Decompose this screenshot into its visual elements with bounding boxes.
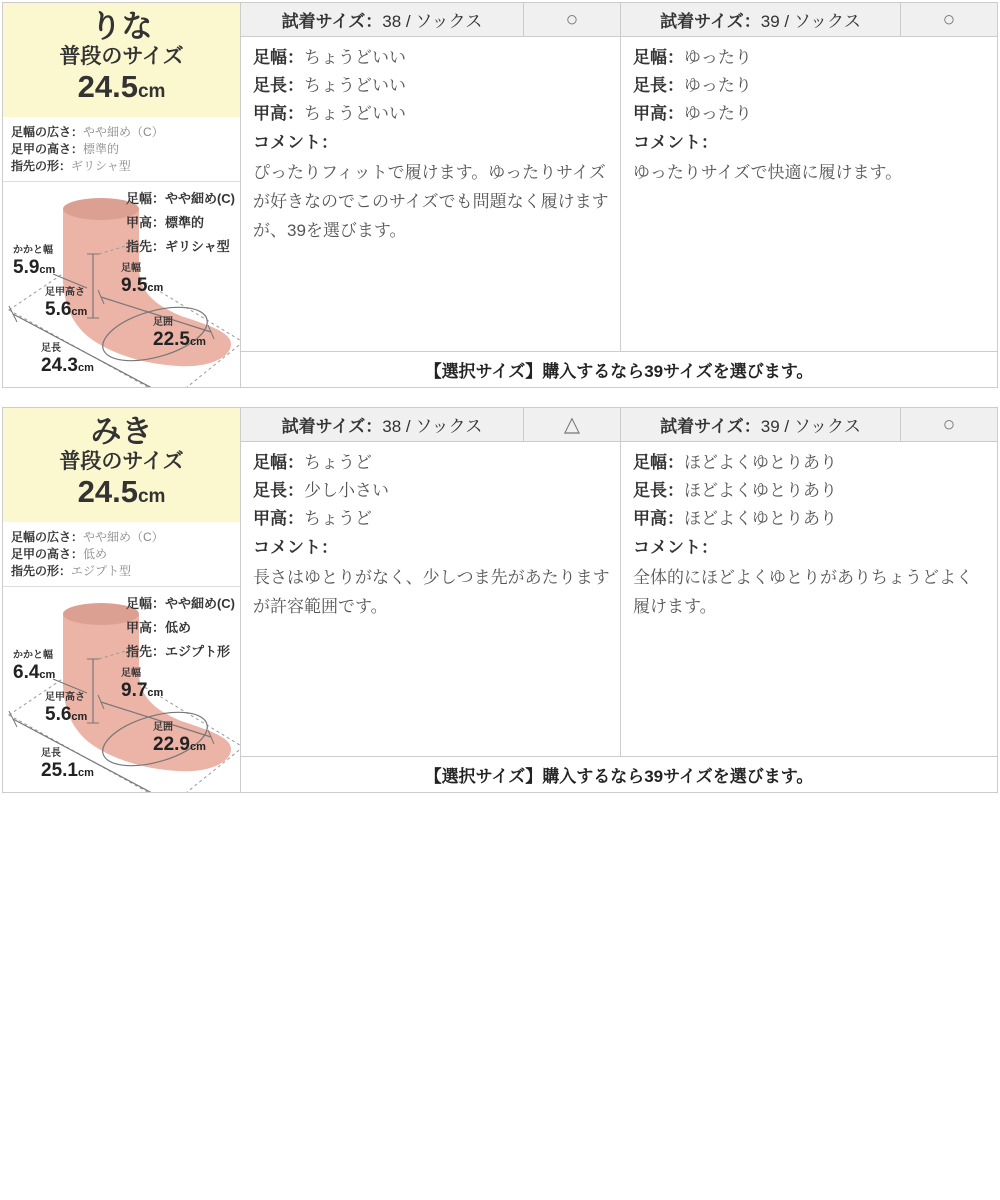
trait-row <box>11 563 234 580</box>
measurement-foot-length <box>41 342 94 379</box>
measurement-unit: cm <box>189 741 206 753</box>
measurement-label: 足幅 <box>121 263 141 274</box>
trial-size-title <box>241 408 523 441</box>
trait-label: 足甲の高さ： <box>11 142 84 156</box>
trait-value: 標準的 <box>83 142 120 156</box>
fit-row <box>253 505 610 533</box>
fit-label: 足長： <box>253 76 304 95</box>
measurement-label: 足囲 <box>153 722 173 733</box>
measurement-number: 25.1 <box>41 760 78 781</box>
measurement-number: 9.5 <box>121 275 148 296</box>
comment-text: ゆったりサイズで快適に履けます。 <box>633 163 903 182</box>
spec-line: 足幅：やや細め(C) <box>125 191 235 206</box>
fit-value: ちょうど <box>304 453 372 472</box>
measurement-foot-girth <box>153 316 206 353</box>
measurement-label: 足囲 <box>153 317 173 328</box>
measurement-number: 5.9 <box>13 257 40 278</box>
reviewer-name-box <box>3 408 240 522</box>
fit-row <box>633 477 987 505</box>
rating-symbol: ○ <box>900 408 997 441</box>
measurement-value <box>45 704 87 728</box>
reviewer-name: りな <box>90 9 153 44</box>
comment-text: 全体的にほどよくゆとりがありちょうどよく履けます。 <box>633 568 973 616</box>
fit-label: 甲高： <box>633 509 684 528</box>
fit-value: ちょうどいい <box>304 104 406 123</box>
spec-line: 甲高：標準的 <box>125 215 204 230</box>
measurement-value <box>41 355 94 379</box>
trial-size-label: 試着サイズ： <box>281 417 383 436</box>
trial-size-value: 39 / ソックス <box>760 12 861 31</box>
fit-label: 足長： <box>253 481 304 500</box>
trait-value: やや細め（C） <box>83 125 164 139</box>
spec-line: 指先：ギリシャ型 <box>125 239 230 254</box>
trial-body <box>621 37 997 351</box>
comment-label: コメント： <box>633 133 718 152</box>
trial-size-label: 試着サイズ： <box>660 12 761 31</box>
fit-value: ちょうど <box>304 509 372 528</box>
measurement-unit: cm <box>39 669 56 681</box>
trait-label: 足幅の広さ： <box>11 530 84 544</box>
trial-body <box>241 442 620 756</box>
trial-header <box>621 3 997 37</box>
usual-size-unit: cm <box>137 81 166 102</box>
measurement-foot-width <box>121 667 163 704</box>
fit-value: ゆったり <box>684 48 752 67</box>
measurement-number: 22.5 <box>153 329 190 350</box>
measurement-heel-width <box>13 649 55 686</box>
trial-size-title <box>621 408 900 441</box>
selected-size-banner: 【選択サイズ】購入するなら39サイズを選びます。 <box>241 756 997 792</box>
reviewer-panel <box>3 3 241 387</box>
trial-size-value: 39 / ソックス <box>760 417 861 436</box>
measurement-number: 5.6 <box>45 299 72 320</box>
trial-size-value: 38 / ソックス <box>382 417 483 436</box>
measurement-label: かかと幅 <box>13 650 53 661</box>
fit-row <box>253 449 610 477</box>
fit-label: 足幅： <box>633 453 684 472</box>
fit-row <box>253 44 610 72</box>
fit-label: 足幅： <box>253 48 304 67</box>
measurement-unit: cm <box>189 336 206 348</box>
measurement-foot-girth <box>153 721 206 758</box>
fit-label: 足幅： <box>633 48 684 67</box>
rating-symbol: ○ <box>523 3 620 36</box>
trial-column-size-39 <box>621 3 997 351</box>
measurement-unit: cm <box>71 306 88 318</box>
usual-size-unit: cm <box>137 486 166 507</box>
measurement-instep-height <box>45 286 87 323</box>
measurement-value <box>121 275 163 299</box>
measurement-unit: cm <box>77 362 94 374</box>
usual-size-value <box>7 475 236 514</box>
spec-line: 指先：エジプト形 <box>125 644 230 659</box>
foot-traits <box>3 117 240 182</box>
trait-row <box>11 124 234 141</box>
fit-value: ちょうどいい <box>304 76 406 95</box>
trait-value: エジプト型 <box>71 564 132 578</box>
measurement-label: 足甲高さ <box>45 692 85 703</box>
usual-size-label: 普段のサイズ <box>59 450 184 473</box>
reviewer-name: みき <box>90 414 153 449</box>
spec-line: 足幅：やや細め(C) <box>125 596 235 611</box>
measurement-value <box>13 257 55 281</box>
usual-size-label: 普段のサイズ <box>59 45 184 68</box>
measurement-unit: cm <box>71 711 88 723</box>
fit-row <box>253 100 610 128</box>
trial-size-label: 試着サイズ： <box>281 12 383 31</box>
trial-size-label: 試着サイズ： <box>660 417 761 436</box>
trial-header <box>241 3 620 37</box>
trait-label: 指先の形： <box>11 159 72 173</box>
trial-column-size-38 <box>241 3 621 351</box>
measurement-foot-length <box>41 747 94 784</box>
selected-size-banner: 【選択サイズ】購入するなら39サイズを選びます。 <box>241 351 997 387</box>
measurement-label: 足長 <box>41 343 61 354</box>
comment-label: コメント： <box>633 538 718 557</box>
measurement-instep-height <box>45 691 87 728</box>
fit-row <box>253 72 610 100</box>
measurement-value <box>121 680 163 704</box>
measurement-unit: cm <box>147 687 164 699</box>
fit-row <box>633 100 987 128</box>
measurement-number: 24.3 <box>41 355 78 376</box>
measurement-value <box>153 329 206 353</box>
rating-symbol: △ <box>523 408 620 441</box>
fit-value: ほどよくゆとりあり <box>684 481 837 500</box>
fit-label: 甲高： <box>253 509 304 528</box>
comment-label: コメント： <box>253 538 338 557</box>
measurement-label: 足長 <box>41 748 61 759</box>
fit-label: 足長： <box>633 76 684 95</box>
foot-spec-block <box>126 187 235 259</box>
fit-label: 足長： <box>633 481 684 500</box>
foot-spec-block <box>126 592 235 664</box>
spec-line: 甲高：低め <box>125 620 191 635</box>
fit-value: ちょうどいい <box>304 48 406 67</box>
trial-size-title <box>241 3 523 36</box>
rating-symbol: ○ <box>900 3 997 36</box>
reviewer-card <box>2 2 998 388</box>
trait-row <box>11 158 234 175</box>
fit-row <box>633 449 987 477</box>
fit-value: ほどよくゆとりあり <box>684 453 837 472</box>
reviewer-card <box>2 407 998 793</box>
trait-value: やや細め（C） <box>83 530 164 544</box>
measurement-value <box>13 662 55 686</box>
fit-value: ほどよくゆとりあり <box>684 509 837 528</box>
fit-value: ゆったり <box>684 76 752 95</box>
trait-row <box>11 529 234 546</box>
trial-column-size-38 <box>241 408 621 756</box>
trial-size-title <box>621 3 900 36</box>
foot-traits <box>3 522 240 587</box>
measurement-foot-width <box>121 262 163 299</box>
trial-column-size-39 <box>621 408 997 756</box>
fit-row <box>633 505 987 533</box>
foot-measurement-diagram <box>3 182 240 387</box>
trait-label: 足甲の高さ： <box>11 547 84 561</box>
trait-row <box>11 546 234 563</box>
measurement-heel-width <box>13 244 55 281</box>
measurement-value <box>41 760 94 784</box>
measurement-value <box>153 734 206 758</box>
comment-label: コメント： <box>253 133 338 152</box>
fit-row <box>633 72 987 100</box>
measurement-value <box>45 299 87 323</box>
fit-label: 足幅： <box>253 453 304 472</box>
measurement-label: 足甲高さ <box>45 287 85 298</box>
measurement-unit: cm <box>39 264 56 276</box>
trial-header <box>241 408 620 442</box>
measurement-number: 6.4 <box>13 662 40 683</box>
reviewer-name-box <box>3 3 240 117</box>
foot-measurement-diagram <box>3 587 240 792</box>
trait-value: 低め <box>83 547 108 561</box>
fit-value: 少し小さい <box>304 481 389 500</box>
trait-label: 指先の形： <box>11 564 72 578</box>
fit-row <box>253 477 610 505</box>
trait-row <box>11 141 234 158</box>
trial-body <box>621 442 997 756</box>
fit-label: 甲高： <box>253 104 304 123</box>
usual-size-number: 24.5 <box>77 69 138 104</box>
usual-size-number: 24.5 <box>77 474 138 509</box>
trial-size-value: 38 / ソックス <box>382 12 483 31</box>
comment-text: ぴったりフィットで履けます。ゆったりサイズが好きなのでこのサイズでも問題なく履けますが、39を選びます。 <box>253 163 609 240</box>
comment-text: 長さはゆとりがなく、少しつま先があたりますが許容範囲です。 <box>253 568 610 616</box>
measurement-number: 22.9 <box>153 734 190 755</box>
measurement-number: 5.6 <box>45 704 72 725</box>
fit-row <box>633 44 987 72</box>
usual-size-value <box>7 70 236 109</box>
trait-label: 足幅の広さ： <box>11 125 84 139</box>
measurement-label: 足幅 <box>121 668 141 679</box>
reviewer-panel <box>3 408 241 792</box>
measurement-unit: cm <box>147 282 164 294</box>
fit-label: 甲高： <box>633 104 684 123</box>
trait-value: ギリシャ型 <box>71 159 131 173</box>
trial-body <box>241 37 620 351</box>
measurement-unit: cm <box>77 767 94 779</box>
trial-header <box>621 408 997 442</box>
measurement-label: かかと幅 <box>13 245 53 256</box>
fit-value: ゆったり <box>684 104 752 123</box>
measurement-number: 9.7 <box>121 680 148 701</box>
